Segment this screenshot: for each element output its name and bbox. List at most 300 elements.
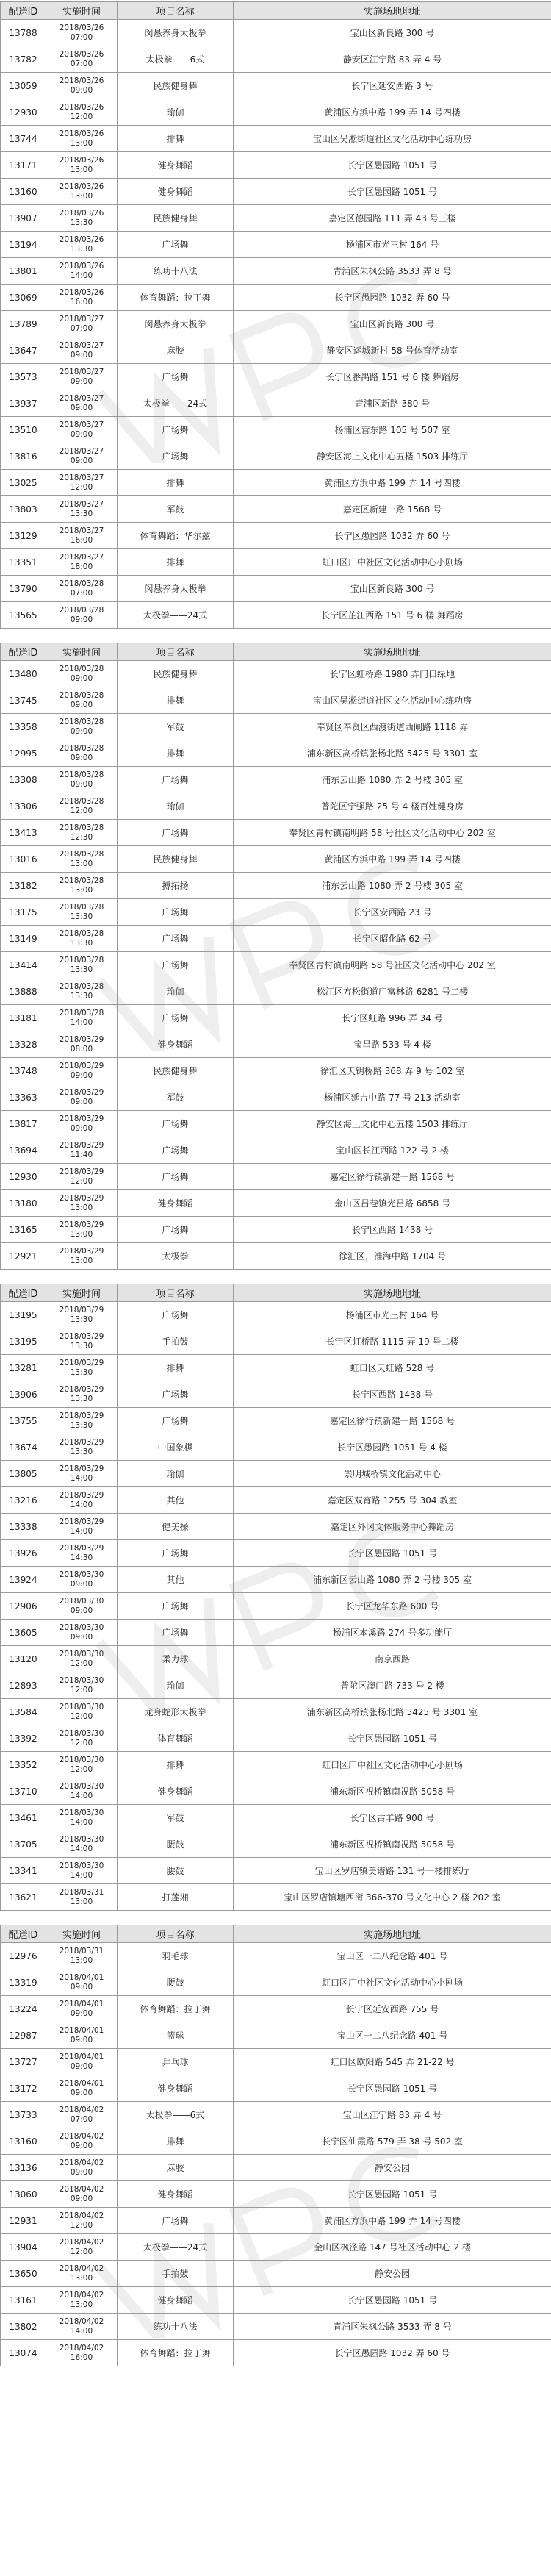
address-cell: 黄浦区方浜中路 199 弄 14 号四楼 [234,846,551,873]
project-name-cell: 健身舞蹈 [118,1031,234,1058]
time-cell: 2018/03/26 14:00 [46,258,118,285]
project-name-cell: 太极拳——6式 [118,46,234,73]
time-cell: 2018/03/27 09:00 [46,337,118,364]
table-row [1,820,551,846]
column-header: 配送ID [1,643,46,661]
time-cell: 2018/04/02 13:00 [46,2287,118,2314]
project-name-cell: 瑜伽 [118,1461,234,1487]
time-cell: 2018/03/28 13:30 [46,899,118,926]
delivery-id-cell: 13136 [1,2155,46,2181]
table-row [1,767,551,793]
table-header-row [1,643,551,661]
delivery-id-cell: 13510 [1,417,46,443]
table-row [1,2102,551,2128]
time-cell: 2018/03/28 09:00 [46,714,118,740]
project-name-cell: 排舞 [118,126,234,152]
delivery-id-cell: 13816 [1,443,46,470]
time-cell: 2018/03/28 07:00 [46,576,118,602]
time-cell: 2018/03/28 09:00 [46,740,118,767]
address-cell: 长宁区安西路 23 号 [234,899,551,926]
project-name-cell: 其他 [118,1567,234,1593]
project-name-cell: 广场舞 [118,1620,234,1646]
delivery-id-cell: 13181 [1,1005,46,1031]
column-header: 项目名称 [118,1284,234,1302]
time-cell: 2018/03/27 09:00 [46,443,118,470]
address-cell: 长宁区虹路 996 弄 34 号 [234,1005,551,1031]
table-row [1,1381,551,1408]
time-cell: 2018/03/29 13:30 [46,1381,118,1408]
time-cell: 2018/04/02 12:00 [46,2208,118,2234]
address-cell: 长宁区延安西路 3 号 [234,73,551,99]
delivery-id-cell: 13328 [1,1031,46,1058]
project-name-cell: 健身舞蹈 [118,2181,234,2208]
delivery-id-cell: 13907 [1,205,46,232]
address-cell: 黄浦区方浜中路 199 弄 14 号四楼 [234,470,551,496]
table-row [1,2181,551,2208]
table-row [1,1137,551,1164]
time-cell: 2018/03/27 09:00 [46,364,118,390]
project-name-cell: 腰鼓 [118,1858,234,1884]
address-cell: 宝山区罗店镇美谱路 131 号一楼排练厅 [234,1858,551,1884]
delivery-id-cell: 13319 [1,1969,46,1996]
table-row [1,1434,551,1461]
delivery-id-cell: 13165 [1,1217,46,1243]
project-name-cell: 排舞 [118,549,234,576]
address-cell: 金山区枫泾路 147 号社区活动中心 2 楼 [234,2234,551,2261]
table-row [1,576,551,602]
address-cell: 浦东新区云山路 1080 弄 2 号楼 305 室 [234,1567,551,1593]
table-row [1,846,551,873]
address-cell: 长宁区芷江西路 151 号 6 楼 舞蹈房 [234,602,551,629]
address-cell: 崇明城桥镇文化活动中心 [234,1461,551,1487]
project-name-cell: 太极拳——24式 [118,602,234,629]
delivery-id-cell: 13414 [1,952,46,978]
project-name-cell: 民族健身舞 [118,205,234,232]
address-cell: 黄浦区方浜中路 199 弄 14 号四楼 [234,99,551,126]
table-row [1,1567,551,1593]
project-name-cell: 闵悬养身太极拳 [118,20,234,46]
time-cell: 2018/04/01 09:00 [46,2075,118,2102]
delivery-id-cell: 13120 [1,1646,46,1672]
table-row [1,1752,551,1778]
column-header: 实施场地地址 [234,2,551,20]
project-name-cell: 民族健身舞 [118,73,234,99]
column-header: 实施时间 [46,643,118,661]
address-cell: 宝山区吴淞街道社区文化活动中心练功房 [234,126,551,152]
column-header: 实施场地地址 [234,1284,551,1302]
time-cell: 2018/03/29 09:00 [46,1084,118,1111]
delivery-id-cell: 13016 [1,846,46,873]
table-row [1,1243,551,1270]
address-cell: 长宁区愚园路 1032 弄 60 号 [234,2340,551,2366]
project-name-cell: 广场舞 [118,1217,234,1243]
time-cell: 2018/03/26 16:00 [46,285,118,311]
column-header: 实施场地地址 [234,1925,551,1943]
time-cell: 2018/03/28 13:00 [46,846,118,873]
address-cell: 静安区江宁路 83 弄 4 号 [234,46,551,73]
table-row [1,2049,551,2075]
time-cell: 2018/03/30 12:00 [46,1725,118,1752]
time-cell: 2018/03/29 13:30 [46,1302,118,1328]
table-row [1,1540,551,1567]
delivery-id-cell: 13224 [1,1996,46,2022]
delivery-id-cell: 13306 [1,793,46,820]
time-cell: 2018/03/28 13:30 [46,952,118,978]
address-cell: 宝山区吴淞街道社区文化活动中心练功房 [234,687,551,714]
project-name-cell: 广场舞 [118,2208,234,2234]
time-cell: 2018/03/26 13:00 [46,152,118,179]
project-name-cell: 军鼓 [118,714,234,740]
table-row [1,1725,551,1752]
time-cell: 2018/03/28 12:00 [46,793,118,820]
project-name-cell: 瑜伽 [118,1672,234,1699]
project-name-cell: 广场舞 [118,767,234,793]
project-name-cell: 太极拳——24式 [118,2234,234,2261]
time-cell: 2018/03/28 09:00 [46,767,118,793]
delivery-id-cell: 12893 [1,1672,46,1699]
delivery-id-cell: 13733 [1,2102,46,2128]
project-name-cell: 打莲湘 [118,1884,234,1911]
delivery-id-cell: 13937 [1,390,46,417]
delivery-id-cell: 13789 [1,311,46,337]
address-cell: 长宁区虹桥路 1115 弄 19 号二楼 [234,1328,551,1355]
time-cell: 2018/03/28 13:30 [46,926,118,952]
time-cell: 2018/03/27 18:00 [46,549,118,576]
project-name-cell: 健身舞蹈 [118,179,234,205]
delivery-id-cell: 13195 [1,1328,46,1355]
address-cell: 奉贤区青村镇南明路 58 号社区文化活动中心 202 室 [234,820,551,846]
project-name-cell: 麻胶 [118,2155,234,2181]
address-cell: 长宁区愚园路 1032 弄 60 号 [234,285,551,311]
table-header-row [1,2,551,20]
delivery-id-cell: 12921 [1,1243,46,1270]
table-row [1,20,551,46]
time-cell: 2018/03/30 09:00 [46,1567,118,1593]
table-row [1,1111,551,1137]
delivery-id-cell: 13745 [1,687,46,714]
address-cell: 嘉定区德园路 111 弄 43 号三楼 [234,205,551,232]
time-cell: 2018/03/28 13:30 [46,978,118,1005]
project-name-cell: 其他 [118,1487,234,1514]
table-row [1,1620,551,1646]
table-row [1,873,551,899]
time-cell: 2018/03/27 09:00 [46,390,118,417]
address-cell: 长宁区虹桥路 1980 弄门口绿地 [234,661,551,687]
project-name-cell: 排舞 [118,470,234,496]
table-row [1,661,551,687]
delivery-id-cell: 13129 [1,523,46,549]
schedule-table [0,1925,551,2366]
time-cell: 2018/04/01 09:00 [46,2022,118,2049]
table-row [1,1408,551,1434]
delivery-id-cell: 13352 [1,1752,46,1778]
table-row [1,285,551,311]
table-row [1,2234,551,2261]
address-cell: 青浦区朱枫公路 3533 弄 8 号 [234,258,551,285]
address-cell: 虹口区广中社区文化活动中心小剧场 [234,1969,551,1996]
address-cell: 长宁区愚园路 1051 号 [234,152,551,179]
project-name-cell: 广场舞 [118,926,234,952]
address-cell: 普陀区澳门路 733 号 2 楼 [234,1672,551,1699]
project-name-cell: 健身舞蹈 [118,2287,234,2314]
table-row [1,1778,551,1805]
time-cell: 2018/03/29 11:40 [46,1137,118,1164]
delivery-id-cell: 13480 [1,661,46,687]
table-row [1,1217,551,1243]
project-name-cell: 广场舞 [118,1593,234,1620]
project-name-cell: 广场舞 [118,443,234,470]
delivery-id-cell: 13565 [1,602,46,629]
table-row [1,1461,551,1487]
project-name-cell: 广场舞 [118,364,234,390]
address-cell: 浦东新区祝桥镇南祝路 5058 号 [234,1831,551,1858]
address-cell: 嘉定区徐行镇新建一路 1568 号 [234,1164,551,1190]
delivery-id-cell: 13647 [1,337,46,364]
project-name-cell: 广场舞 [118,1381,234,1408]
table-header-row [1,1925,551,1943]
address-cell: 宝山区一二八纪念路 401 号 [234,1943,551,1969]
project-name-cell: 广场舞 [118,1540,234,1567]
delivery-id-cell: 13171 [1,152,46,179]
delivery-id-cell: 13748 [1,1058,46,1084]
column-header: 项目名称 [118,1925,234,1943]
project-name-cell: 广场舞 [118,820,234,846]
delivery-id-cell: 12931 [1,2208,46,2234]
address-cell: 长宁区龙华东路 600 号 [234,1593,551,1620]
column-header: 配送ID [1,1925,46,1943]
project-name-cell: 腰鼓 [118,1831,234,1858]
delivery-id-cell: 13074 [1,2340,46,2366]
project-name-cell: 健美操 [118,1514,234,1540]
delivery-id-cell: 13727 [1,2049,46,2075]
delivery-id-cell: 13926 [1,1540,46,1567]
delivery-id-cell: 13160 [1,179,46,205]
table-row [1,390,551,417]
delivery-id-cell: 13904 [1,2234,46,2261]
table-row [1,46,551,73]
address-cell: 长宁区古羊路 900 号 [234,1805,551,1831]
delivery-id-cell: 13817 [1,1111,46,1137]
address-cell: 长宁区西路 1438 号 [234,1217,551,1243]
delivery-id-cell: 13755 [1,1408,46,1434]
project-name-cell: 麻胶 [118,337,234,364]
address-cell: 杨浦区延吉中路 77 号 213 活动室 [234,1084,551,1111]
time-cell: 2018/03/29 13:00 [46,1243,118,1270]
address-cell: 青浦区新路 380 号 [234,390,551,417]
time-cell: 2018/04/01 09:00 [46,1996,118,2022]
address-cell: 虹口区广中社区文化活动中心小剧场 [234,549,551,576]
address-cell: 宝山区长江西路 122 号 2 楼 [234,1137,551,1164]
address-cell: 杨浦区市光三村 164 号 [234,1302,551,1328]
time-cell: 2018/03/29 12:00 [46,1164,118,1190]
delivery-id-cell: 13805 [1,1461,46,1487]
time-cell: 2018/03/29 09:00 [46,1058,118,1084]
address-cell: 宝山区新良路 300 号 [234,20,551,46]
table-header-row [1,1284,551,1302]
table-row [1,1058,551,1084]
delivery-id-cell: 13694 [1,1137,46,1164]
time-cell: 2018/03/27 07:00 [46,311,118,337]
delivery-id-cell: 13069 [1,285,46,311]
address-cell: 南京西路 [234,1646,551,1672]
table-row [1,1328,551,1355]
project-name-cell: 手拍鼓 [118,1328,234,1355]
time-cell: 2018/03/29 13:30 [46,1355,118,1381]
delivery-id-cell: 13341 [1,1858,46,1884]
delivery-id-cell: 13705 [1,1831,46,1858]
table-row [1,714,551,740]
delivery-id-cell: 13413 [1,820,46,846]
table-row [1,1672,551,1699]
project-name-cell: 体育舞蹈：拉丁舞 [118,285,234,311]
project-name-cell: 军鼓 [118,1805,234,1831]
time-cell: 2018/03/30 14:00 [46,1805,118,1831]
project-name-cell: 柔力球 [118,1646,234,1672]
address-cell: 浦东新区祝桥镇南祝路 5058 号 [234,1778,551,1805]
table-row [1,1084,551,1111]
time-cell: 2018/03/29 14:00 [46,1461,118,1487]
time-cell: 2018/04/02 09:00 [46,2181,118,2208]
delivery-id-cell: 13906 [1,1381,46,1408]
time-cell: 2018/03/29 14:00 [46,1514,118,1540]
time-cell: 2018/03/29 13:00 [46,1190,118,1217]
delivery-id-cell: 13338 [1,1514,46,1540]
schedule-table [0,1284,551,1911]
table-row [1,99,551,126]
project-name-cell: 广场舞 [118,899,234,926]
time-cell: 2018/03/30 14:00 [46,1778,118,1805]
project-name-cell: 瑜伽 [118,978,234,1005]
table-row [1,1487,551,1514]
address-cell: 嘉定区新建一路 1568 号 [234,496,551,523]
delivery-id-cell: 13195 [1,1302,46,1328]
delivery-id-cell: 13392 [1,1725,46,1752]
table-row [1,793,551,820]
project-name-cell: 军鼓 [118,1084,234,1111]
table-row [1,73,551,99]
project-name-cell: 排舞 [118,740,234,767]
time-cell: 2018/03/26 09:00 [46,73,118,99]
delivery-id-cell: 12906 [1,1593,46,1620]
delivery-id-cell: 13172 [1,2075,46,2102]
time-cell: 2018/03/30 09:00 [46,1593,118,1620]
project-name-cell: 瑜伽 [118,99,234,126]
project-name-cell: 体育舞蹈：拉丁舞 [118,2340,234,2366]
project-name-cell: 闵悬养身太极拳 [118,576,234,602]
table-row [1,1699,551,1725]
table-row [1,978,551,1005]
table-row [1,470,551,496]
delivery-id-cell: 13790 [1,576,46,602]
address-cell: 长宁区愚园路 1051 号 [234,1725,551,1752]
table-row [1,205,551,232]
address-cell: 宝山区新良路 300 号 [234,311,551,337]
project-name-cell: 练功十八法 [118,258,234,285]
project-name-cell: 太极拳——6式 [118,2102,234,2128]
address-cell: 浦东新区高桥镇张杨北路 5425 号 3301 室 [234,1699,551,1725]
table-row [1,1943,551,1969]
address-cell: 杨浦区市光三村 164 号 [234,232,551,258]
delivery-id-cell: 13710 [1,1778,46,1805]
address-cell: 长宁区愚园路 1051 号 [234,1540,551,1567]
delivery-id-cell: 13161 [1,2287,46,2314]
table-row [1,926,551,952]
delivery-id-cell: 13605 [1,1620,46,1646]
table-row [1,687,551,714]
delivery-id-cell: 12995 [1,740,46,767]
address-cell: 嘉定区双宵路 1255 号 304 教室 [234,1487,551,1514]
project-name-cell: 体育舞蹈：华尔兹 [118,523,234,549]
project-name-cell: 广场舞 [118,1302,234,1328]
project-name-cell: 健身舞蹈 [118,2075,234,2102]
time-cell: 2018/03/27 12:00 [46,470,118,496]
delivery-id-cell: 13782 [1,46,46,73]
table-row [1,1858,551,1884]
delivery-id-cell: 13194 [1,232,46,258]
delivery-id-cell: 13160 [1,2128,46,2155]
delivery-id-cell: 12930 [1,1164,46,1190]
project-name-cell: 健身舞蹈 [118,152,234,179]
project-name-cell: 腰鼓 [118,1969,234,1996]
time-cell: 2018/03/27 13:30 [46,496,118,523]
project-name-cell: 中国象棋 [118,1434,234,1461]
time-cell: 2018/04/02 16:00 [46,2340,118,2366]
project-name-cell: 民族健身舞 [118,1058,234,1084]
table-row [1,1031,551,1058]
project-name-cell: 龙身蛇形太极拳 [118,1699,234,1725]
project-name-cell: 搏拓扬 [118,873,234,899]
time-cell: 2018/03/28 09:00 [46,687,118,714]
delivery-id-cell: 13650 [1,2261,46,2287]
address-cell: 宝山区新良路 300 号 [234,576,551,602]
address-cell: 黄浦区方浜中路 199 弄 14 号四楼 [234,2208,551,2234]
time-cell: 2018/03/27 16:00 [46,523,118,549]
project-name-cell: 广场舞 [118,232,234,258]
table-row [1,179,551,205]
project-name-cell: 广场舞 [118,1164,234,1190]
address-cell: 杨浦区营东路 105 号 507 室 [234,417,551,443]
time-cell: 2018/03/29 13:00 [46,1217,118,1243]
time-cell: 2018/03/26 13:30 [46,205,118,232]
project-name-cell: 体育舞蹈 [118,1725,234,1752]
address-cell: 长宁区愚园路 1051 号 [234,2075,551,2102]
delivery-id-cell: 13149 [1,926,46,952]
address-cell: 长宁区愚园路 1032 弄 60 号 [234,523,551,549]
delivery-id-cell: 13621 [1,1884,46,1911]
address-cell: 长宁区番禺路 151 号 6 楼 舞蹈房 [234,364,551,390]
delivery-id-cell: 13924 [1,1567,46,1593]
time-cell: 2018/03/29 13:30 [46,1408,118,1434]
project-name-cell: 篮球 [118,2022,234,2049]
table-row [1,1831,551,1858]
project-name-cell: 广场舞 [118,1137,234,1164]
time-cell: 2018/03/28 14:00 [46,1005,118,1031]
address-cell: 静安区海上文化中心五楼 1503 排练厅 [234,443,551,470]
time-cell: 2018/04/01 09:00 [46,2049,118,2075]
time-cell: 2018/04/02 09:00 [46,2128,118,2155]
table-row [1,2022,551,2049]
delivery-id-cell: 12930 [1,99,46,126]
address-cell: 宝昌路 533 号 4 楼 [234,1031,551,1058]
delivery-id-cell: 13060 [1,2181,46,2208]
address-cell: 长宁区西路 1438 号 [234,1381,551,1408]
time-cell: 2018/03/29 13:30 [46,1328,118,1355]
address-cell: 长宁区愚园路 1051 号 [234,179,551,205]
address-cell: 虹口区欧阳路 545 弄 21-22 号 [234,2049,551,2075]
time-cell: 2018/03/28 09:00 [46,661,118,687]
table-row [1,1514,551,1540]
table-row [1,1355,551,1381]
